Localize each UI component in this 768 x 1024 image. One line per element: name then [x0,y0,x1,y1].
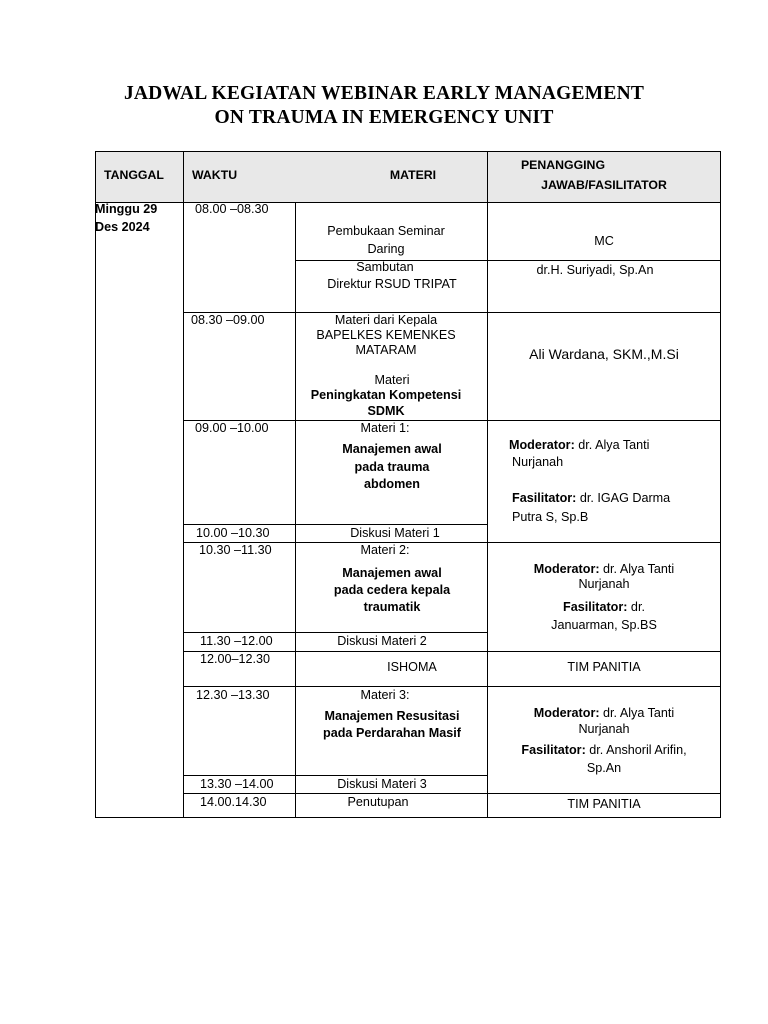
moderator-label: Moderator: [533,706,600,720]
pj-tim-panitia-2: TIM PANITIA [567,797,641,811]
pj-group-1-moderator [509,437,649,454]
materi-3-title-line-2: pada Perdarahan Masif [323,726,461,740]
pj-group-1-moderator-line-2: Nurjanah [512,455,564,469]
fasilitator-name: dr. Anshoril Arifin, [585,743,687,757]
time-slot-9: 13.30 –14.00 [200,777,274,791]
header-tanggal: TANGGAL [104,168,164,182]
pj-group-1-fasilitator-line-2: Putra S, Sp.B [512,510,589,524]
time-slot-8: 12.30 –13.30 [196,688,270,702]
border-top [95,151,721,152]
header-divider [95,202,721,203]
moderator-name: dr. Alya Tanti [599,706,675,720]
moderator-name: dr. Alya Tanti [574,438,650,452]
time-slot-6: 11.30 –12.00 [200,634,273,648]
pj-suriyadi: dr.H. Suriyadi, Sp.An [536,263,654,277]
header-waktu: WAKTU [192,168,238,182]
pj-group-2-fasilitator-line-2: Januarman, Sp.BS [551,618,657,632]
materi-kepala-topic-line-1: Peningkatan Kompetensi [310,388,462,402]
time-slot-7: 12.00–12.30 [200,652,271,666]
materi-kepala-line-1: Materi dari Kepala [334,313,438,327]
date-line-2: Des 2024 [95,220,150,234]
diskusi-materi-1: Diskusi Materi 1 [350,526,440,540]
materi-1-title-line-2: pada trauma [354,460,430,474]
materi-1-title-line-3: abdomen [364,477,420,491]
materi-2-title-line-2: pada cedera kepala [333,583,451,597]
materi-sambutan-line-1: Sambutan [356,260,414,274]
materi-penutupan: Penutupan [347,795,409,809]
pj-group-3-moderator [487,705,721,722]
pj-mc: MC [594,234,614,248]
time-slot-1: 08.00 –08.30 [195,202,269,216]
fasilitator-name: dr. IGAG Darma [576,491,671,505]
header-pj-line-2: JAWAB/FASILITATOR [541,178,667,192]
materi-kepala-topic-line-2: SDMK [367,404,405,418]
materi-2-title-line-1: Manajemen awal [342,566,442,580]
date-line-1: Minggu 29 [95,202,158,216]
materi-sambutan-line-2: Direktur RSUD TRIPAT [327,277,457,291]
materi-pembukaan-line-1: Pembukaan Seminar [327,224,445,238]
materi-kepala-line-3: MATARAM [355,343,417,357]
materi-2-label: Materi 2: [360,543,410,557]
materi-kepala-line-2: BAPELKES KEMENKES [316,328,456,342]
fasilitator-label: Fasilitator: [521,743,586,757]
materi-1-title-line-1: Manajemen awal [342,442,442,456]
time-slot-5: 10.30 –11.30 [199,543,272,557]
materi-3-label: Materi 3: [360,688,410,702]
pj-group-3-fasilitator-line-2: Sp.An [586,761,622,775]
materi-pembukaan-line-2: Daring [367,242,405,256]
time-slot-2: 08.30 –09.00 [191,313,265,327]
header-materi: MATERI [389,168,437,182]
border-left [95,151,96,818]
moderator-name: dr. Alya Tanti [599,562,675,576]
pj-group-3-fasilitator [487,742,721,759]
pj-tim-panitia-1: TIM PANITIA [567,660,641,674]
col-divider-1 [183,151,184,818]
pj-group-1-fasilitator [512,490,670,507]
materi-3-title-line-1: Manajemen Resusitasi [324,709,460,723]
pj-group-3-moderator-line-2: Nurjanah [578,722,630,736]
pj-ali-wardana: Ali Wardana, SKM.,M.Si [529,346,679,362]
border-bottom [95,817,721,818]
materi-1-label: Materi 1: [360,421,410,435]
moderator-label: Moderator: [533,562,600,576]
diskusi-materi-2: Diskusi Materi 2 [337,634,427,648]
materi-2-title-line-3: traumatik [363,600,421,614]
title-line-2: ON TRAUMA IN EMERGENCY UNIT [214,107,554,128]
time-slot-4: 10.00 –10.30 [196,526,270,540]
fasilitator-label: Fasilitator: [563,600,628,614]
materi-kepala-line-4: Materi [374,373,410,387]
fasilitator-name: dr. [627,600,645,614]
diskusi-materi-3: Diskusi Materi 3 [337,777,427,791]
pj-group-2-moderator-line-2: Nurjanah [578,577,630,591]
header-pj-line-1: PENANGGING [520,158,606,172]
materi-ishoma: ISHOMA [387,660,437,674]
moderator-label: Moderator: [509,438,575,452]
fasilitator-label: Fasilitator: [512,491,577,505]
pj-group-2-fasilitator [487,599,721,616]
time-slot-10: 14.00.14.30 [200,795,267,809]
time-slot-3: 09.00 –10.00 [195,421,269,435]
document-title [0,82,768,130]
title-line-1: JADWAL KEGIATAN WEBINAR EARLY MANAGEMENT [123,83,645,104]
